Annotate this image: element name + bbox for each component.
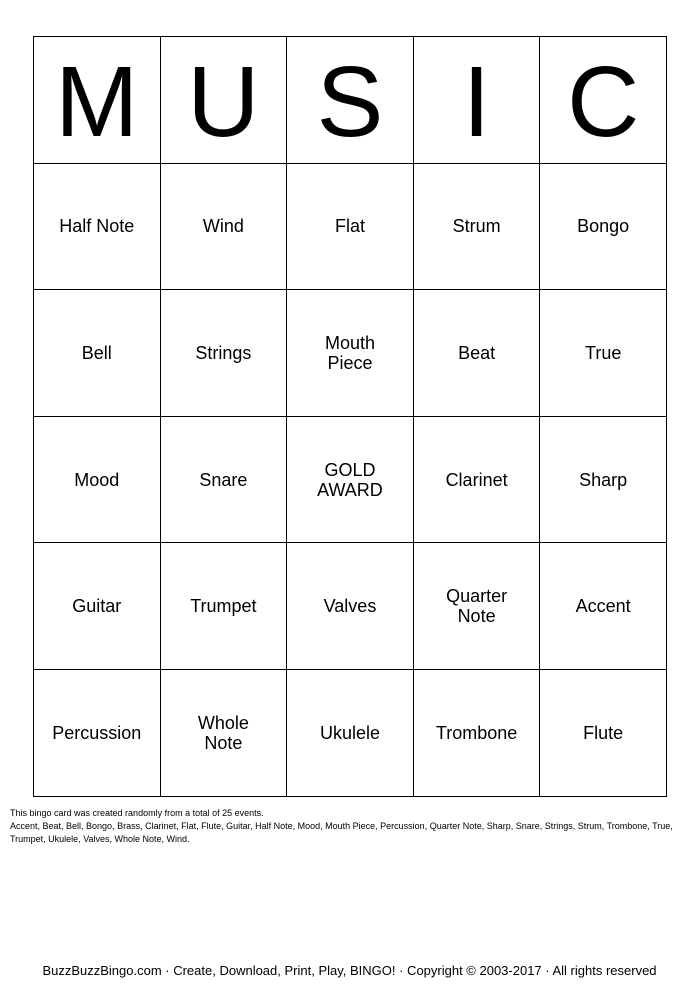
cell-label: Bell [81,342,112,363]
bingo-cell [34,669,161,796]
cell-label: Clarinet [445,469,508,490]
cell-label: Sharp [579,469,628,490]
bingo-cell [287,669,414,796]
header-letter-i: I [413,37,540,164]
bingo-cell [287,543,414,670]
bingo-cell [413,416,540,543]
card-row [34,163,667,290]
bingo-cell-center [287,416,414,543]
bingo-cell [160,669,287,796]
bingo-cell [413,290,540,417]
bingo-cell [413,669,540,796]
cell-label: Snare [199,469,248,490]
header-row [34,37,667,164]
cell-label: Valves [323,596,377,617]
note-summary: This bingo card was created randomly from a total of 25 events. [10,808,264,818]
cell-label: Trumpet [190,596,257,617]
bingo-cell [160,163,287,290]
note-event-list: Accent, Beat, Bell, Bongo, Brass, Clarinet, Flat, Flute, Guitar, Half Note, Mood, Mouth Piece, Percussion, Quarter Note, Sharp, Snare, Strings, Strum, Trombone, True, Trumpet, Ukulele, Valves, Whole Note, Wind. [10,821,673,844]
cell-label: Wind [202,216,244,237]
header-letter-c: C [540,37,667,164]
bingo-cell [540,543,667,670]
cell-label: Guitar [72,596,122,617]
cell-label: Accent [575,596,631,617]
bingo-card [33,36,667,797]
cell-label: Quarter Note [446,586,508,627]
bingo-cell [34,543,161,670]
cell-label: Bongo [577,216,630,237]
cell-label: Half Note [59,216,135,237]
cell-label: Strum [452,216,501,237]
card-row [34,290,667,417]
header-letter-m: M [34,37,161,164]
bingo-cell [540,163,667,290]
bingo-cell [413,163,540,290]
bingo-cell [34,416,161,543]
cell-label: True [585,342,622,363]
bingo-cell [160,543,287,670]
cell-label: Mood [74,469,120,490]
cell-label: Percussion [52,722,142,743]
card-row [34,669,667,796]
cell-label: GOLD AWARD [317,459,383,500]
cell-label: Strings [195,342,252,363]
bingo-cell [287,290,414,417]
bingo-cell [34,290,161,417]
header-letter-s: S [287,37,414,164]
cell-label: Flat [334,216,365,237]
cell-label: Ukulele [319,722,380,743]
card-row [34,543,667,670]
bingo-cell [160,290,287,417]
bingo-cell [160,416,287,543]
cell-label: Flute [583,722,624,743]
card-row [34,416,667,543]
cell-label: Whole Note [197,712,249,753]
bingo-cell [540,416,667,543]
bingo-cell [540,669,667,796]
bingo-cell [287,163,414,290]
header-letter-u: U [160,37,287,164]
cell-label: Trombone [435,722,518,743]
bingo-cell [34,163,161,290]
bingo-cell [540,290,667,417]
card-info-note [10,807,690,846]
cell-label: Beat [458,342,496,363]
bingo-cell [413,543,540,670]
footer-copyright: BuzzBuzzBingo.com · Create, Download, Print, Play, BINGO! · Copyright © 2003-2017 · All rights reserved [42,963,657,978]
cell-label: Mouth Piece [324,332,375,373]
